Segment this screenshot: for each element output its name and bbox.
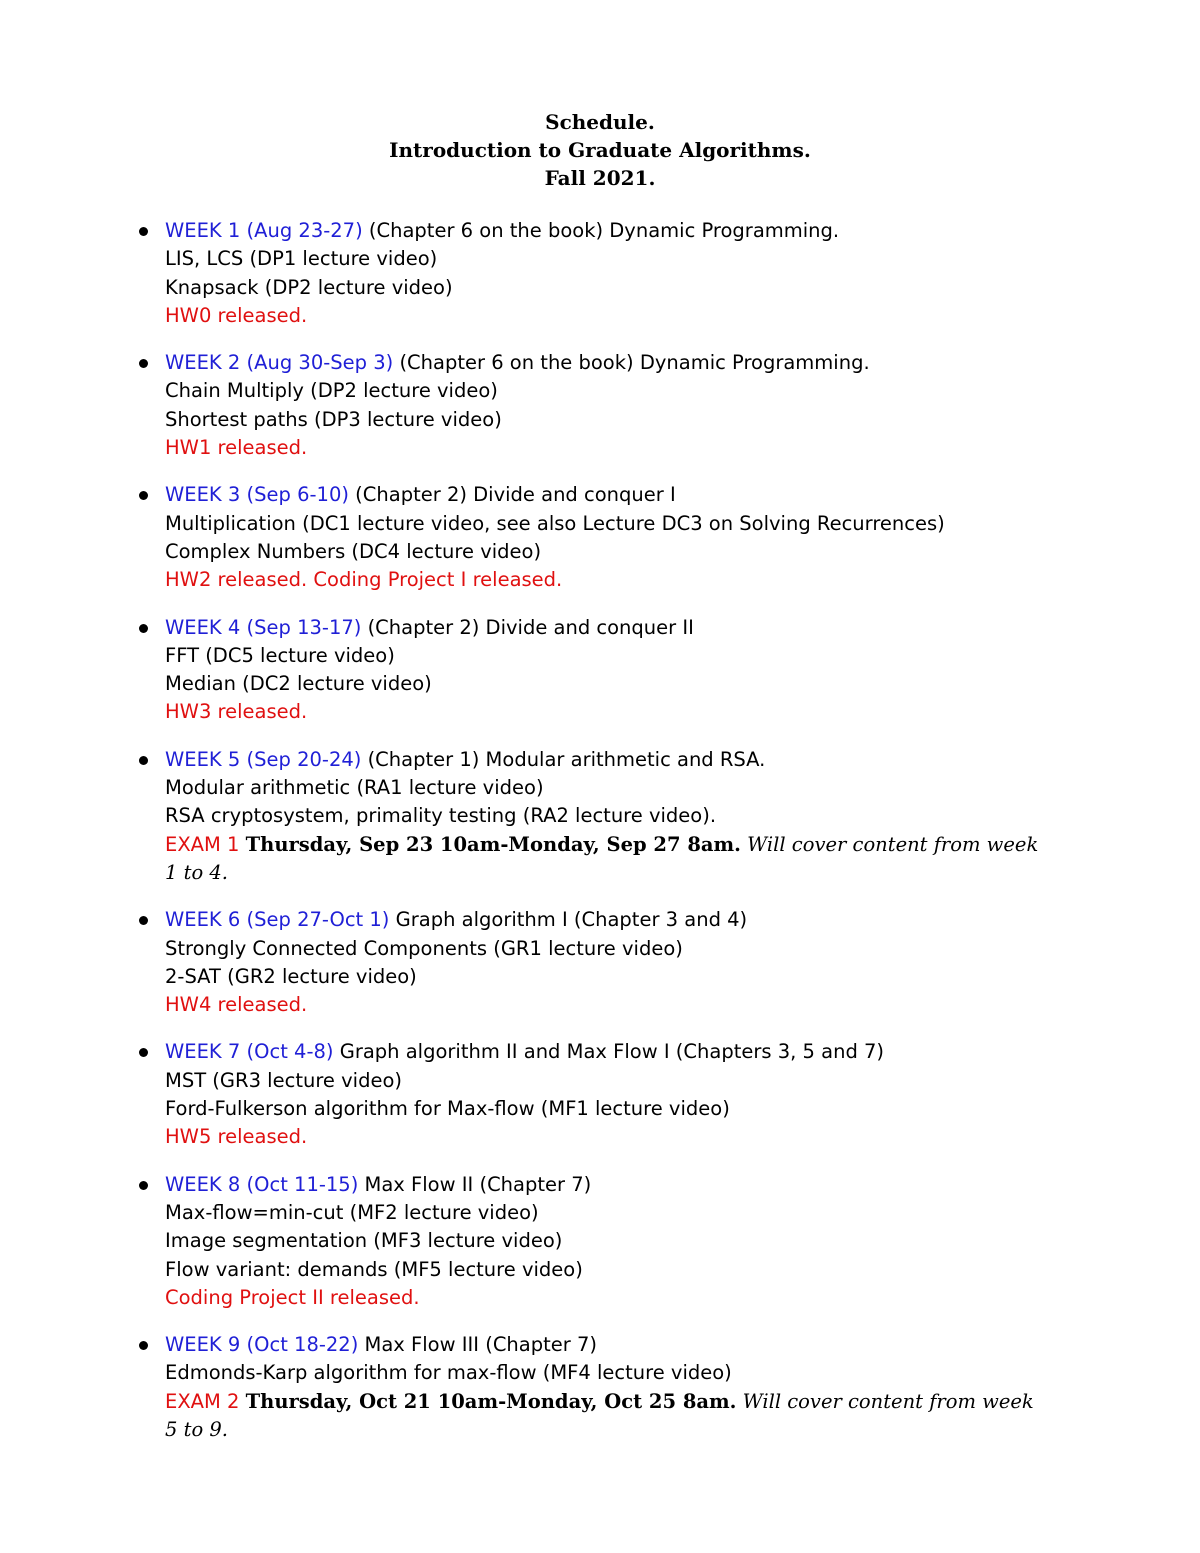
lecture-item: Median (DC2 lecture video) [165, 672, 432, 696]
week-link[interactable]: WEEK 8 (Oct 11-15) [165, 1172, 359, 1196]
release-note: Coding Project II released. [165, 1285, 420, 1309]
lecture-item: Modular arithmetic (RA1 lecture video) [165, 776, 544, 800]
lecture-item: Strongly Connected Components (GR1 lecture video) [165, 936, 683, 960]
week-topic: (Chapter 1) Modular arithmetic and RSA. [367, 747, 766, 771]
week-link[interactable]: WEEK 2 (Aug 30-Sep 3) [165, 351, 394, 375]
page-title: Schedule. [545, 110, 655, 134]
term-title: Fall 2021. [544, 166, 656, 190]
week-topic: Max Flow III (Chapter 7) [364, 1333, 597, 1357]
release-note: HW2 released. Coding Project I released. [165, 568, 563, 592]
bullet-icon [139, 227, 148, 236]
week-link[interactable]: WEEK 1 (Aug 23-27) [165, 219, 363, 242]
exam-label: EXAM 1 [165, 832, 240, 856]
week-link[interactable]: WEEK 4 (Sep 13-17) [165, 615, 362, 639]
week-link[interactable]: WEEK 6 (Sep 27-Oct 1) [165, 908, 390, 932]
exam-window: Thursday, Oct 21 10am-Monday, Oct 25 8am. [245, 1389, 737, 1413]
exam-coverage-cont: 1 to 4. [165, 860, 228, 884]
bullet-icon [139, 1048, 148, 1057]
lecture-item: Chain Multiply (DP2 lecture video) [165, 379, 498, 403]
week-item [137, 906, 1117, 1019]
week-item [137, 349, 1117, 462]
week-item [137, 1171, 1117, 1312]
exam-coverage: Will cover content from week [742, 1389, 1034, 1413]
week-item [137, 1331, 1117, 1444]
release-note: HW3 released. [165, 700, 308, 724]
lecture-item: Max-flow=min-cut (MF2 lecture video) [165, 1200, 539, 1224]
bullet-icon [139, 624, 148, 633]
lecture-item: Multiplication (DC1 lecture video, see also Lecture DC3 on Solving Recurrences) [165, 511, 945, 535]
exam-line [165, 1388, 1117, 1416]
release-note: HW5 released. [165, 1125, 308, 1149]
bullet-icon [139, 359, 148, 368]
release-note: HW0 released. [165, 303, 308, 327]
week-topic: Graph algorithm II and Max Flow I (Chapters 3, 5 and 7) [339, 1040, 885, 1064]
document-header [0, 108, 1200, 192]
lecture-item: Edmonds-Karp algorithm for max-flow (MF4 lecture video) [165, 1361, 732, 1385]
week-item [137, 1038, 1117, 1151]
exam-coverage: Will cover content from week [747, 832, 1039, 856]
week-item [137, 746, 1117, 887]
week-topic: (Chapter 2) Divide and conquer II [367, 615, 694, 639]
week-link[interactable]: WEEK 5 (Sep 20-24) [165, 747, 362, 771]
lecture-item: Complex Numbers (DC4 lecture video) [165, 539, 542, 563]
week-link[interactable]: WEEK 9 (Oct 18-22) [165, 1333, 359, 1357]
week-list [137, 217, 1117, 1444]
bullet-icon [139, 491, 148, 500]
bullet-icon [139, 756, 148, 765]
week-topic: Max Flow II (Chapter 7) [364, 1172, 592, 1196]
lecture-item: Shortest paths (DP3 lecture video) [165, 407, 502, 431]
release-note: HW1 released. [165, 436, 308, 460]
course-title: Introduction to Graduate Algorithms. [389, 138, 811, 162]
lecture-item: RSA cryptosystem, primality testing (RA2 lecture video). [165, 804, 717, 828]
week-link[interactable]: WEEK 3 (Sep 6-10) [165, 483, 349, 507]
week-item [137, 614, 1117, 727]
bullet-icon [139, 1181, 148, 1190]
lecture-item: Ford-Fulkerson algorithm for Max-flow (MF1 lecture video) [165, 1097, 730, 1121]
week-topic: (Chapter 6 on the book) Dynamic Programming. [399, 351, 870, 375]
week-item [137, 481, 1117, 594]
lecture-item: Flow variant: demands (MF5 lecture video) [165, 1257, 583, 1281]
exam-label: EXAM 2 [165, 1389, 240, 1413]
exam-window: Thursday, Sep 23 10am-Monday, Sep 27 8am. [245, 832, 741, 856]
lecture-item: MST (GR3 lecture video) [165, 1068, 402, 1092]
exam-line [165, 831, 1117, 859]
bullet-icon [139, 1341, 148, 1350]
exam-coverage-cont: 5 to 9. [165, 1417, 228, 1441]
lecture-item: FFT (DC5 lecture video) [165, 643, 395, 667]
lecture-item: 2-SAT (GR2 lecture video) [165, 964, 417, 988]
week-item [137, 217, 1117, 330]
bullet-icon [139, 916, 148, 925]
lecture-item: Knapsack (DP2 lecture video) [165, 275, 453, 299]
lecture-item: Image segmentation (MF3 lecture video) [165, 1229, 563, 1253]
week-topic: (Chapter 2) Divide and conquer I [355, 483, 676, 507]
week-topic: (Chapter 6 on the book) Dynamic Programming. [368, 219, 840, 242]
week-topic: Graph algorithm I (Chapter 3 and 4) [395, 908, 748, 932]
release-note: HW4 released. [165, 993, 308, 1017]
lecture-item: LIS, LCS (DP1 lecture video) [165, 247, 438, 271]
week-link[interactable]: WEEK 7 (Oct 4-8) [165, 1040, 334, 1064]
